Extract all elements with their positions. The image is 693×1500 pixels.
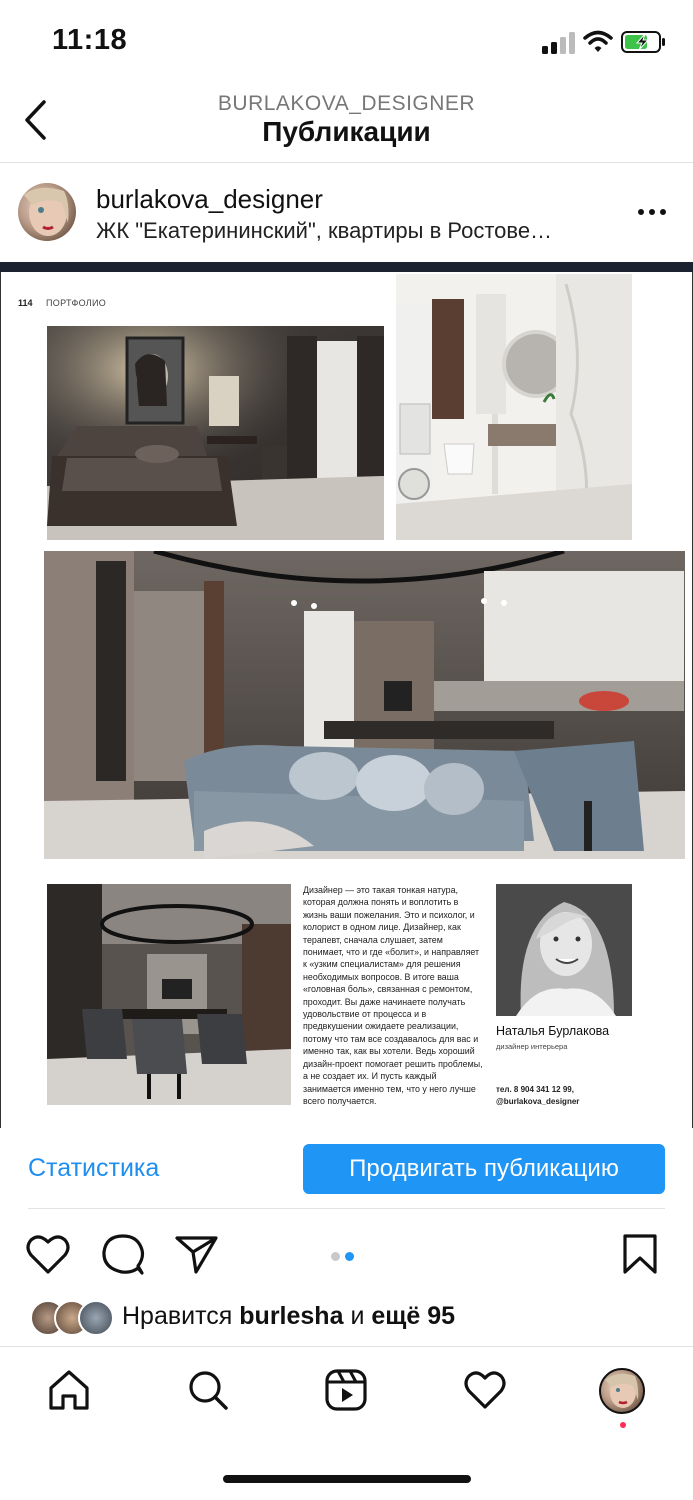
activity-heart-icon[interactable] xyxy=(463,1368,507,1412)
promote-post-button[interactable]: Продвигать публикацию xyxy=(303,1144,665,1194)
more-options-icon[interactable] xyxy=(636,201,668,223)
designer-phone: тел. 8 904 341 12 99, xyxy=(496,1085,574,1094)
magazine-page-number: 114 xyxy=(18,298,33,308)
dining-room-photo xyxy=(47,884,291,1105)
tabbar-divider xyxy=(0,1346,693,1347)
post-author-username[interactable]: burlakova_designer xyxy=(96,184,323,214)
search-icon[interactable] xyxy=(186,1368,230,1412)
likes-rest[interactable]: ещё 95 xyxy=(371,1302,456,1330)
bathroom-photo xyxy=(396,274,632,540)
liker-avatar-3 xyxy=(78,1300,114,1336)
home-icon[interactable] xyxy=(47,1368,91,1412)
carousel-indicator xyxy=(331,1248,359,1266)
liker-avatars[interactable] xyxy=(30,1300,114,1334)
profile-tab-avatar[interactable] xyxy=(599,1368,645,1414)
post-image-top-border xyxy=(0,262,693,272)
reels-icon[interactable] xyxy=(324,1368,368,1412)
post-location-caption[interactable]: ЖК "Екатерининский", квартиры в Ростове… xyxy=(96,218,553,243)
nav-subtitle: BURLAKOVA_DESIGNER xyxy=(217,92,476,115)
battery-charging-icon xyxy=(621,31,667,53)
post-author-avatar[interactable] xyxy=(18,183,76,241)
profile-notification-dot xyxy=(620,1422,626,1428)
living-room-photo xyxy=(44,551,685,859)
designer-portrait xyxy=(496,884,632,1016)
actions-divider xyxy=(28,1208,665,1209)
cellular-signal-icon xyxy=(542,32,576,54)
bookmark-icon[interactable] xyxy=(617,1232,663,1276)
page-title: Публикации xyxy=(262,116,431,147)
designer-name: Наталья Бурлакова xyxy=(496,1024,610,1038)
bedroom-photo xyxy=(47,326,384,540)
like-heart-icon[interactable] xyxy=(25,1232,71,1276)
designer-role: дизайнер интерьера xyxy=(496,1042,568,1051)
home-indicator xyxy=(223,1475,471,1483)
comment-icon[interactable] xyxy=(100,1232,146,1276)
nav-divider xyxy=(0,162,693,163)
statistics-link[interactable]: Статистика xyxy=(28,1154,160,1182)
page-left-edge xyxy=(0,272,1,1128)
likes-conj: и xyxy=(350,1302,365,1330)
wifi-icon xyxy=(583,30,613,54)
designer-handle: @burlakova_designer xyxy=(496,1097,580,1106)
status-time: 11:18 xyxy=(52,24,128,56)
likes-summary[interactable] xyxy=(122,1302,455,1331)
likes-prefix: Нравится xyxy=(122,1302,233,1330)
article-text: Дизайнер — это такая тонкая натура, которая должна понять и воплотить в жизнь ваши пожелания. Это и психолог, и колорист в одном лице. Дизайнер, как терапевт, сначала слушает, затем понимает, что и где «болит», и направляет к «узким специалистам» для решения необходимых вопросов. В итоге ваша «головная боль», связанная с ремонтом, проходит. Вы даже начинаете получать удовольствие от процесса и в предвкушении ожидаете реализации, потому что там все создавалось для вас и именно так, как вы хотели. Ведь хороший дизайн-проект помогает решить проблемы, а не создает их. И пусть каждый занимается именно тем, что у него лучше всего получается. xyxy=(303,885,483,1106)
likes-user[interactable]: burlesha xyxy=(239,1302,344,1330)
share-send-icon[interactable] xyxy=(174,1232,220,1276)
magazine-section-label: ПОРТФОЛИО xyxy=(46,298,107,308)
carousel-dot-1 xyxy=(331,1252,340,1261)
carousel-dot-2-active xyxy=(345,1252,354,1261)
